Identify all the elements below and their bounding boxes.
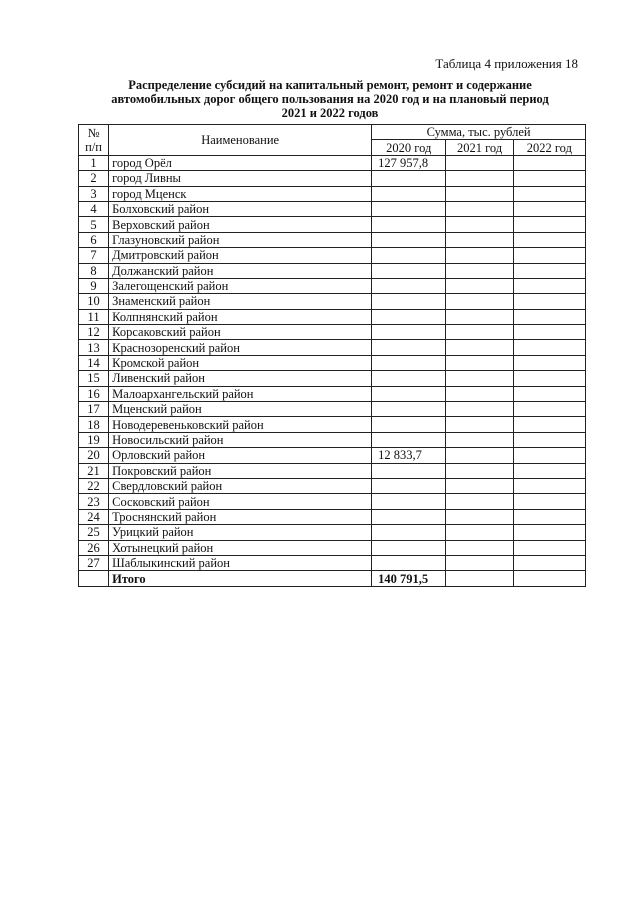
row-number-cell: 9 [79, 278, 109, 293]
row-name-cell: Кромской район [109, 355, 372, 370]
value-2021-cell [446, 171, 513, 186]
value-2021-cell [446, 494, 513, 509]
row-name-cell: Итого [109, 571, 372, 586]
row-number-cell: 1 [79, 155, 109, 170]
row-name-cell: Свердловский район [109, 478, 372, 493]
value-2021-cell [446, 155, 513, 170]
value-2022-cell [513, 355, 585, 370]
table-row [79, 417, 586, 432]
row-number-cell: 17 [79, 402, 109, 417]
row-number-cell: 14 [79, 355, 109, 370]
table-row [79, 555, 586, 570]
table-row [79, 355, 586, 370]
value-2021-cell [446, 217, 513, 232]
value-2020-cell [372, 525, 446, 540]
value-2020-cell [372, 263, 446, 278]
value-2021-cell [446, 232, 513, 247]
value-2020-cell [372, 217, 446, 232]
row-number-cell: 22 [79, 478, 109, 493]
value-2021-cell [446, 540, 513, 555]
table-row [79, 463, 586, 478]
row-number-cell: 6 [79, 232, 109, 247]
value-2020-cell [372, 432, 446, 447]
value-2021-cell [446, 294, 513, 309]
row-number-cell: 23 [79, 494, 109, 509]
header-number [79, 125, 109, 156]
row-number-cell: 19 [79, 432, 109, 447]
value-2021-cell [446, 571, 513, 586]
row-number-cell: 12 [79, 325, 109, 340]
value-2022-cell [513, 432, 585, 447]
subsidy-table [78, 124, 586, 587]
value-2020-cell [372, 186, 446, 201]
value-2022-cell [513, 509, 585, 524]
value-2021-cell [446, 555, 513, 570]
value-2022-cell [513, 325, 585, 340]
value-2022-cell [513, 402, 585, 417]
value-2022-cell [513, 309, 585, 324]
value-2021-cell [446, 478, 513, 493]
header-year-2022: 2022 год [513, 140, 585, 155]
value-2021-cell [446, 325, 513, 340]
value-2020-cell: 12 833,7 [372, 448, 446, 463]
value-2021-cell [446, 201, 513, 216]
row-name-cell: Залегощенский район [109, 278, 372, 293]
table-row [79, 186, 586, 201]
value-2020-cell [372, 509, 446, 524]
table-row [79, 432, 586, 447]
table-row [79, 371, 586, 386]
row-number-cell: 20 [79, 448, 109, 463]
header-number-line1: № [87, 125, 100, 140]
row-number-cell: 13 [79, 340, 109, 355]
row-name-cell: Верховский район [109, 217, 372, 232]
value-2022-cell [513, 386, 585, 401]
title-line: автомобильных дорог общего пользования на 2020 год и на плановый период [111, 92, 549, 106]
table-row [79, 217, 586, 232]
row-number-cell: 18 [79, 417, 109, 432]
row-number-cell: 2 [79, 171, 109, 186]
header-year-2020: 2020 год [372, 140, 446, 155]
table-row [79, 494, 586, 509]
table-row [79, 294, 586, 309]
row-number-cell: 5 [79, 217, 109, 232]
value-2020-cell [372, 478, 446, 493]
row-name-cell: Мценский район [109, 402, 372, 417]
row-name-cell: город Ливны [109, 171, 372, 186]
value-2020-cell [372, 402, 446, 417]
row-number-cell: 7 [79, 248, 109, 263]
row-name-cell: Знаменский район [109, 294, 372, 309]
value-2020-cell [372, 555, 446, 570]
table-row [79, 155, 586, 170]
header-sum: Сумма, тыс. рублей [372, 125, 586, 140]
row-name-cell: Колпнянский район [109, 309, 372, 324]
table-row [79, 171, 586, 186]
value-2020-cell [372, 463, 446, 478]
document-title [100, 78, 560, 120]
header-number-line2: п/п [85, 139, 102, 154]
row-number-cell: 8 [79, 263, 109, 278]
row-number-cell: 11 [79, 309, 109, 324]
value-2021-cell [446, 417, 513, 432]
row-name-cell: Дмитровский район [109, 248, 372, 263]
value-2021-cell [446, 263, 513, 278]
row-number-cell [79, 571, 109, 586]
table-row [79, 478, 586, 493]
row-name-cell: Корсаковский район [109, 325, 372, 340]
value-2022-cell [513, 371, 585, 386]
value-2020-cell [372, 232, 446, 247]
table-row [79, 340, 586, 355]
value-2022-cell [513, 248, 585, 263]
value-2022-cell [513, 478, 585, 493]
value-2020-cell [372, 248, 446, 263]
value-2020-cell [372, 171, 446, 186]
value-2020-cell [372, 325, 446, 340]
row-name-cell: Шаблыкинский район [109, 555, 372, 570]
table-row [79, 201, 586, 216]
value-2020-cell [372, 494, 446, 509]
table-row [79, 248, 586, 263]
value-2022-cell [513, 571, 585, 586]
row-number-cell: 3 [79, 186, 109, 201]
row-name-cell: Сосковский район [109, 494, 372, 509]
row-name-cell: Новосильский район [109, 432, 372, 447]
value-2020-cell: 127 957,8 [372, 155, 446, 170]
title-line: Распределение субсидий на капитальный ремонт, ремонт и содержание [128, 78, 532, 92]
value-2021-cell [446, 386, 513, 401]
table-row [79, 309, 586, 324]
value-2020-cell [372, 201, 446, 216]
value-2022-cell [513, 555, 585, 570]
value-2020-cell [372, 355, 446, 370]
row-number-cell: 21 [79, 463, 109, 478]
table-row [79, 232, 586, 247]
row-name-cell: Покровский район [109, 463, 372, 478]
table-caption: Таблица 4 приложения 18 [435, 56, 578, 71]
table-row [79, 448, 586, 463]
row-name-cell: город Мценск [109, 186, 372, 201]
table-row [79, 325, 586, 340]
table-row [79, 263, 586, 278]
row-name-cell: Орловский район [109, 448, 372, 463]
value-2021-cell [446, 463, 513, 478]
row-number-cell: 25 [79, 525, 109, 540]
row-number-cell: 10 [79, 294, 109, 309]
row-number-cell: 27 [79, 555, 109, 570]
header-name: Наименование [109, 125, 372, 156]
table-row [79, 509, 586, 524]
value-2022-cell [513, 171, 585, 186]
row-name-cell: Урицкий район [109, 525, 372, 540]
value-2022-cell [513, 294, 585, 309]
row-number-cell: 24 [79, 509, 109, 524]
value-2022-cell [513, 201, 585, 216]
value-2021-cell [446, 340, 513, 355]
row-number-cell: 26 [79, 540, 109, 555]
row-number-cell: 16 [79, 386, 109, 401]
value-2020-cell [372, 309, 446, 324]
value-2021-cell [446, 509, 513, 524]
table-row [79, 386, 586, 401]
value-2021-cell [446, 525, 513, 540]
value-2022-cell [513, 540, 585, 555]
table-row [79, 278, 586, 293]
row-name-cell: Новодеревеньковский район [109, 417, 372, 432]
value-2022-cell [513, 155, 585, 170]
value-2021-cell [446, 355, 513, 370]
row-name-cell: Троснянский район [109, 509, 372, 524]
value-2022-cell [513, 340, 585, 355]
value-2020-cell [372, 340, 446, 355]
value-2022-cell [513, 263, 585, 278]
row-name-cell: Краснозоренский район [109, 340, 372, 355]
value-2022-cell [513, 417, 585, 432]
value-2021-cell [446, 371, 513, 386]
value-2021-cell [446, 448, 513, 463]
row-number-cell: 15 [79, 371, 109, 386]
row-name-cell: Малоархангельский район [109, 386, 372, 401]
value-2022-cell [513, 463, 585, 478]
table-body [79, 155, 586, 586]
value-2020-cell [372, 386, 446, 401]
value-2020-cell [372, 294, 446, 309]
row-name-cell: Ливенский район [109, 371, 372, 386]
header-year-2021: 2021 год [446, 140, 513, 155]
value-2020-cell [372, 278, 446, 293]
value-2021-cell [446, 432, 513, 447]
value-2020-cell [372, 540, 446, 555]
value-2022-cell [513, 217, 585, 232]
table-row [79, 402, 586, 417]
value-2021-cell [446, 309, 513, 324]
row-name-cell: город Орёл [109, 155, 372, 170]
table-row [79, 540, 586, 555]
total-row [79, 571, 586, 586]
value-2021-cell [446, 402, 513, 417]
value-2022-cell [513, 494, 585, 509]
value-2022-cell [513, 278, 585, 293]
value-2021-cell [446, 278, 513, 293]
row-name-cell: Хотынецкий район [109, 540, 372, 555]
row-number-cell: 4 [79, 201, 109, 216]
value-2020-cell [372, 371, 446, 386]
row-name-cell: Болховский район [109, 201, 372, 216]
title-line: 2021 и 2022 годов [281, 106, 379, 120]
row-name-cell: Глазуновский район [109, 232, 372, 247]
value-2021-cell [446, 186, 513, 201]
value-2022-cell [513, 232, 585, 247]
value-2022-cell [513, 448, 585, 463]
value-2022-cell [513, 186, 585, 201]
row-name-cell: Должанский район [109, 263, 372, 278]
value-2022-cell [513, 525, 585, 540]
value-2021-cell [446, 248, 513, 263]
table-row [79, 525, 586, 540]
value-2020-cell: 140 791,5 [372, 571, 446, 586]
value-2020-cell [372, 417, 446, 432]
